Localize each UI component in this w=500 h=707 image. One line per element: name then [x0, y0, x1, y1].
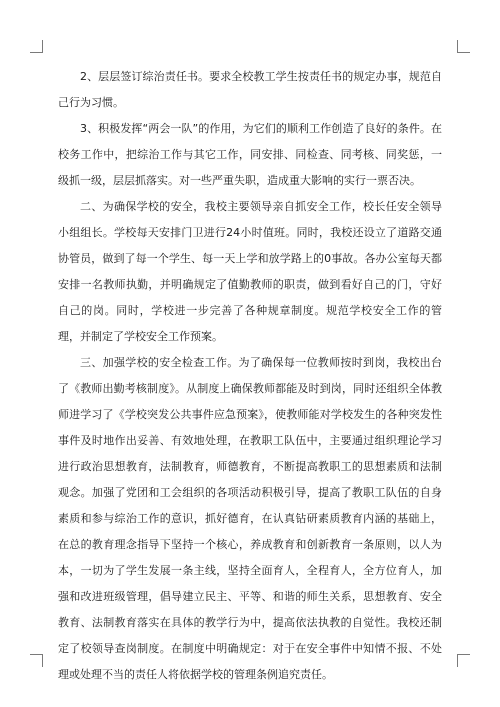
document-body [58, 64, 442, 688]
crop-mark-bottom-right [457, 654, 470, 667]
paragraph-responsibility-letter: 2、层层签订综治责任书。要求全校教工学生按责任书的规定办事，规范自己行为习惯。 [58, 70, 442, 109]
paragraph-school-safety: 二、为确保学校的安全，我校主要领导亲自抓安全工作，校长任安全领导小组组长。学校每天安排门卫进行24小时值班。同时，我校还设立了道路交通协管员，做到了每一个学生、每一天上学和放学路上的0事故。各办公室每天都安排一名教师执勤，并明确规定了值勤教师的职责，做到看好自己的门，守好自己的岗。同时，学校进一步完善了各种规章制度。规范学校安全工作的管理，并制定了学校安全工作预案。 [58, 200, 442, 343]
crop-mark-top-left [30, 40, 43, 53]
paragraph-safety-inspection: 三、加强学校的安全检查工作。为了确保每一位教师按时到岗，我校出台了《教师出勤考核制度》。从制度上确保教师都能及时到岗，同时还组织全体教师进学习了《学校突发公共事件应急预案》，使教师能对学校发生的各种突发性事件及时地作出妥善、有效地处理，在教职工队伍中，主要通过组织理论学习进行政治思想教育，法制教育，师德教育，不断提高教职工的思想素质和法制观念。加强了党团和工会组织的各项活动积极引导，提高了教职工队伍的自身素质和参与综治工作的意识，抓好德育，在认真钻研素质教育内涵的基础上，在总的教育理念指导下坚持一个核心，养成教育和创新教育一条原则，以人为本，一切为了学生发展一条主线，坚持全面育人，全程育人，全方位育人，加强和改进班级管理，倡导建立民主、平等、和谐的师生关系，思想教育、安全教育、法制教育落实在具体的教学行为中，提高依法执教的自觉性。我校还制定了校领导查岗制度。在制度中明确规定：对于在安全事件中知情不报、不处理或处理不当的责任人将依据学校的管理条例追究责任。 [58, 356, 442, 681]
crop-mark-top-right [457, 40, 470, 53]
paragraph-two-committees-one-team: 3、积极发挥“两会一队”的作用，为它们的顺利工作创造了良好的条件。在校务工作中，把综治工作与其它工作，同安排、同检查、同考核、同奖惩，一级抓一级，层层抓落实。对一些严重失职，造成重大影响的实行一票否决。 [58, 122, 442, 187]
crop-mark-bottom-left [30, 654, 43, 667]
